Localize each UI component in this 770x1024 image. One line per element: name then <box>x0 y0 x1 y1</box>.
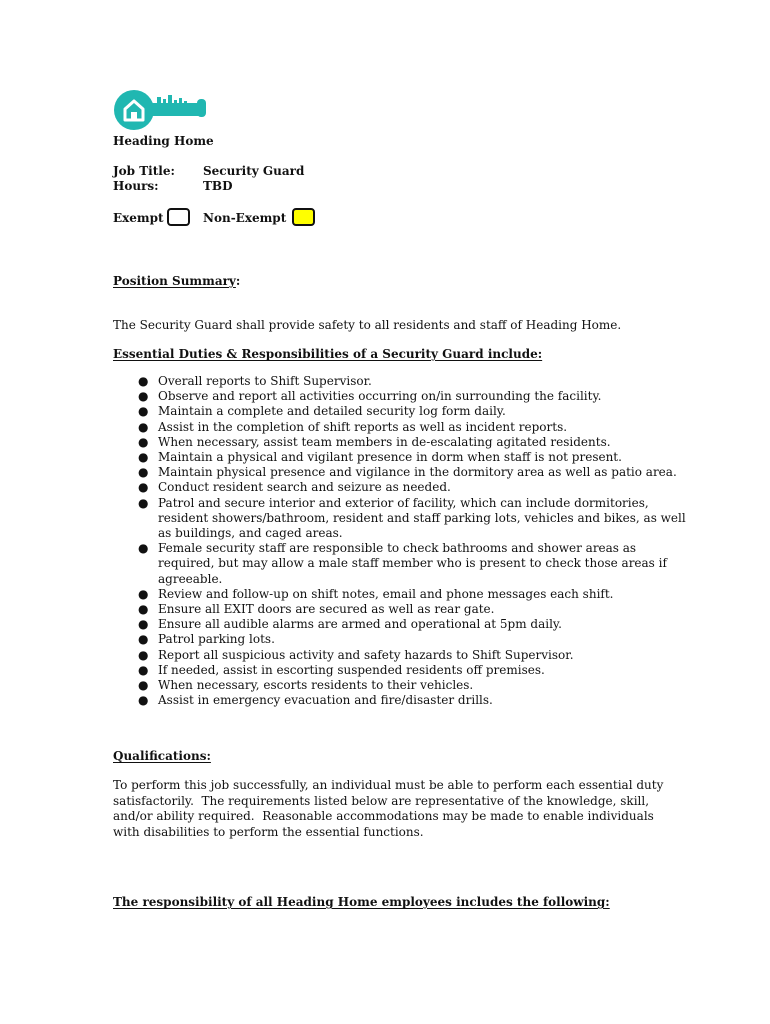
duty-item-line: Ensure all EXIT doors are secured as well as rear gate. <box>158 602 495 617</box>
bullet-icon: ● <box>138 495 149 510</box>
duty-item-line: Maintain a complete and detailed security log form daily. <box>158 404 506 419</box>
bullet-icon: ● <box>138 419 149 434</box>
bullet-icon: ● <box>138 602 149 617</box>
qualifications-line: and/or ability required. Reasonable accommodations may be made to enable individuals <box>113 809 654 823</box>
non-exempt-label: Non-Exempt <box>203 211 287 225</box>
heading-home-logo-icon <box>113 89 209 131</box>
duty-item-line: Maintain a physical and vigilant presence in dorm when staff is not present. <box>158 450 622 465</box>
duty-item <box>113 450 713 465</box>
org-name: Heading Home <box>113 134 214 148</box>
qualifications-line: To perform this job successfully, an individual must be able to perform each essential duty <box>113 778 664 792</box>
bullet-icon: ● <box>138 693 149 708</box>
duty-item <box>113 587 713 602</box>
duty-item <box>113 663 713 678</box>
position-summary-heading <box>113 274 240 289</box>
bullet-icon: ● <box>138 632 149 647</box>
duty-item-line: Observe and report all activities occurring on/in surrounding the facility. <box>158 389 602 404</box>
duty-item-line: If needed, assist in escorting suspended residents off premises. <box>158 662 545 677</box>
duty-item-line: Ensure all audible alarms are armed and operational at 5pm daily. <box>158 617 562 632</box>
duty-item-line: resident showers/bathroom, resident and staff parking lots, vehicles and bikes, as well <box>158 510 686 525</box>
duty-item <box>113 480 713 495</box>
duty-item <box>113 404 713 419</box>
duty-item-line: Assist in the completion of shift reports as well as incident reports. <box>158 419 568 434</box>
position-summary-text: The Security Guard shall provide safety to all residents and staff of Heading Home. <box>113 318 622 332</box>
bullet-icon: ● <box>138 678 149 693</box>
duty-item-line: Conduct resident search and seizure as needed. <box>158 480 451 495</box>
duty-item <box>113 648 713 663</box>
duty-item <box>113 632 713 647</box>
non-exempt-checkbox[interactable] <box>292 208 315 226</box>
bullet-icon: ● <box>138 617 149 632</box>
qualifications-line: satisfactorily. The requirements listed below are representative of the knowledge, skill, <box>113 793 650 808</box>
bullet-icon: ● <box>138 389 149 404</box>
duties-list <box>113 374 713 708</box>
job-title-value: Security Guard <box>203 164 305 178</box>
hours-label: Hours: <box>113 179 159 193</box>
job-title-label: Job Title: <box>113 164 175 178</box>
duties-heading: Essential Duties & Responsibilities of a Security Guard include: <box>113 347 543 361</box>
duty-item <box>113 602 713 617</box>
bullet-icon: ● <box>138 434 149 449</box>
duty-item <box>113 496 713 542</box>
duty-item-line: When necessary, escorts residents to their vehicles. <box>158 678 474 693</box>
exempt-label: Exempt <box>113 211 164 225</box>
duty-item <box>113 389 713 404</box>
duty-item-line: Report all suspicious activity and safety hazards to Shift Supervisor. <box>158 647 574 662</box>
bullet-icon: ● <box>138 374 149 388</box>
duty-item <box>113 435 713 450</box>
duty-item-line: Overall reports to Shift Supervisor. <box>158 374 372 388</box>
bullet-icon: ● <box>138 450 149 465</box>
duty-item <box>113 420 713 435</box>
bullet-icon: ● <box>138 647 149 662</box>
duty-item-line: agreeable. <box>158 571 223 586</box>
bullet-icon: ● <box>138 465 149 480</box>
duty-item-line: as buildings, and caged areas. <box>158 526 343 541</box>
position-summary-colon: : <box>235 274 241 288</box>
qualifications-line: with disabilities to perform the essential functions. <box>113 824 424 839</box>
responsibility-heading: The responsibility of all Heading Home employees includes the following: <box>113 895 610 909</box>
exempt-checkbox[interactable] <box>167 208 190 226</box>
position-summary-heading-text: Position Summary <box>113 274 236 288</box>
qualifications-heading: Qualifications: <box>113 749 211 763</box>
duty-item <box>113 374 713 389</box>
hours-value: TBD <box>203 179 233 193</box>
bullet-icon: ● <box>138 404 149 419</box>
duty-item <box>113 678 713 693</box>
duty-item <box>113 465 713 480</box>
bullet-icon: ● <box>138 480 149 495</box>
duty-item-line: Female security staff are responsible to check bathrooms and shower areas as <box>158 541 637 556</box>
duty-item <box>113 617 713 632</box>
duty-item-line: Review and follow-up on shift notes, email and phone messages each shift. <box>158 586 614 601</box>
duty-item-line: Patrol and secure interior and exterior of facility, which can include dormitories, <box>158 495 649 510</box>
bullet-icon: ● <box>138 662 149 677</box>
bullet-icon: ● <box>138 586 149 601</box>
duty-item <box>113 693 713 708</box>
duty-item <box>113 541 713 587</box>
qualifications-text <box>113 778 664 840</box>
duty-item-line: When necessary, assist team members in de-escalating agitated residents. <box>158 434 611 449</box>
duty-item-line: Assist in emergency evacuation and fire/disaster drills. <box>158 693 493 708</box>
duty-item-line: Patrol parking lots. <box>158 632 275 647</box>
bullet-icon: ● <box>138 541 149 556</box>
duty-item-line: required, but may allow a male staff member who is present to check those areas if <box>158 556 667 571</box>
duty-item-line: Maintain physical presence and vigilance in the dormitory area as well as patio area. <box>158 465 677 480</box>
